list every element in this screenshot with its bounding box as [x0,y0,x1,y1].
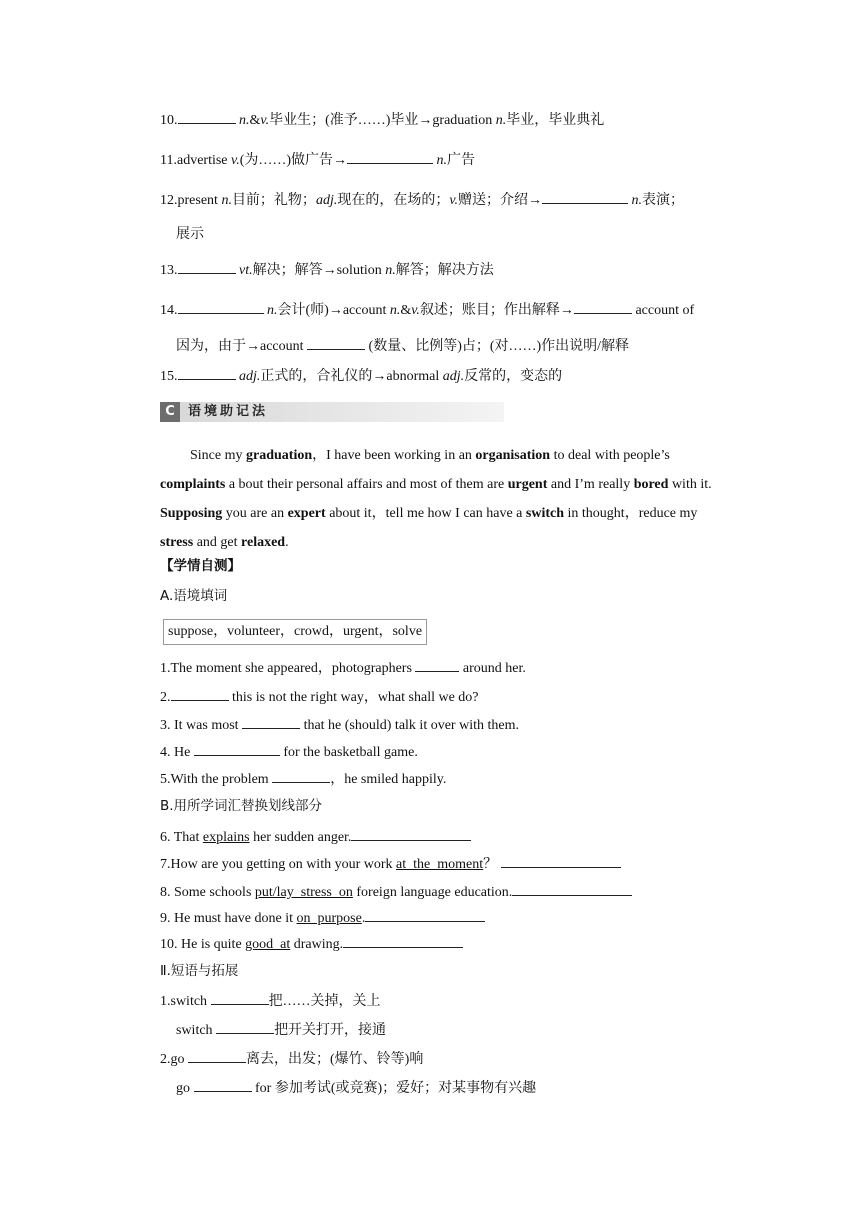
question-5: 5.With the problem ，he smiled happily. [160,769,446,789]
phrase-1b: switch 把开关打开，接通 [176,1020,386,1040]
question-7: 7.How are you getting on with your work at the moment？ [160,854,621,874]
phrase-2a: 2.go 离去，出发；(爆竹、铃等)响 [160,1049,423,1069]
fill-blank[interactable] [188,1049,246,1063]
fill-blank[interactable] [178,300,264,314]
word-bank-box: suppose，volunteer，crowd，urgent，solve [163,619,427,645]
fill-blank[interactable] [178,366,236,380]
fill-blank[interactable] [347,150,433,164]
fill-blank[interactable] [216,1020,274,1034]
answer-blank[interactable] [512,882,632,896]
fill-blank[interactable] [178,110,236,124]
fill-blank[interactable] [194,1078,252,1092]
vocab-item-11: 11.advertise v.(为……)做广告→ n.广告 [160,150,475,170]
question-3: 3. It was most that he (should) talk it over with them. [160,715,519,735]
fill-blank[interactable] [211,991,269,1005]
fill-blank[interactable] [574,300,632,314]
fill-blank[interactable] [542,190,628,204]
vocab-item-10: 10. n.&v.毕业生；(准予……)毕业→graduation n.毕业，毕业典礼 [160,110,604,130]
part-ii-heading: Ⅱ.短语与拓展 [160,963,239,979]
answer-blank[interactable] [365,908,485,922]
vocab-item-13: 13. vt.解决；解答→solution n.解答；解决方法 [160,260,494,280]
fill-blank[interactable] [178,260,236,274]
answer-blank[interactable] [501,854,621,868]
context-paragraph: Since my graduation，I have been working in an organisation to deal with people’s complaints a bout their personal affairs and most of them are urgent and I’m really bored with it. Supposing you are an expert about it，tell me how I can have a switch in thought，reduce my stress and get relaxed. [160,448,712,550]
part-b-heading: B.用所学词汇替换划线部分 [160,798,323,814]
fill-blank[interactable] [171,687,229,701]
fill-blank[interactable] [307,336,365,350]
fill-blank[interactable] [415,658,459,672]
section-c-title: 语境助记法 [188,404,269,419]
vocab-item-12: 12.present n.目前；礼物；adj.现在的，在场的；v.赠送；介绍→ n.表演； [160,190,684,210]
fill-blank[interactable] [242,715,300,729]
vocab-item-14: 14. n.会计(师)→account n.&v.叙述；账目；作出解释→ account of [160,300,694,320]
question-8: 8. Some schools put/lay stress on foreign language education. [160,882,632,902]
section-c-badge: C [160,402,180,422]
self-test-heading: 【学情自测】 [160,558,241,574]
answer-blank[interactable] [351,827,471,841]
answer-blank[interactable] [343,934,463,948]
phrase-2b: go for 参加考试(或竞赛)；爱好；对某事物有兴趣 [176,1078,536,1098]
question-2: 2. this is not the right way，what shall we do? [160,687,479,707]
question-6: 6. That explains her sudden anger. [160,827,471,847]
section-c-header [160,402,504,422]
vocab-item-15: 15. adj.正式的，合礼仪的→abnormal adj.反常的，变态的 [160,366,562,386]
question-10: 10. He is quite good at drawing. [160,934,463,954]
fill-blank[interactable] [194,742,280,756]
question-1: 1.The moment she appeared，photographers around her. [160,658,526,678]
part-a-heading: A.语境填词 [160,588,228,604]
phrase-1a: 1.switch 把……关掉，关上 [160,991,381,1011]
question-9: 9. He must have done it on purpose. [160,908,485,928]
vocab-item-14-continued: 因为，由于→account (数量、比例等)占；(对……)作出说明/解释 [176,336,629,356]
fill-blank[interactable] [272,769,330,783]
question-4: 4. He for the basketball game. [160,742,418,762]
vocab-item-12-continued: 展示 [176,227,204,242]
